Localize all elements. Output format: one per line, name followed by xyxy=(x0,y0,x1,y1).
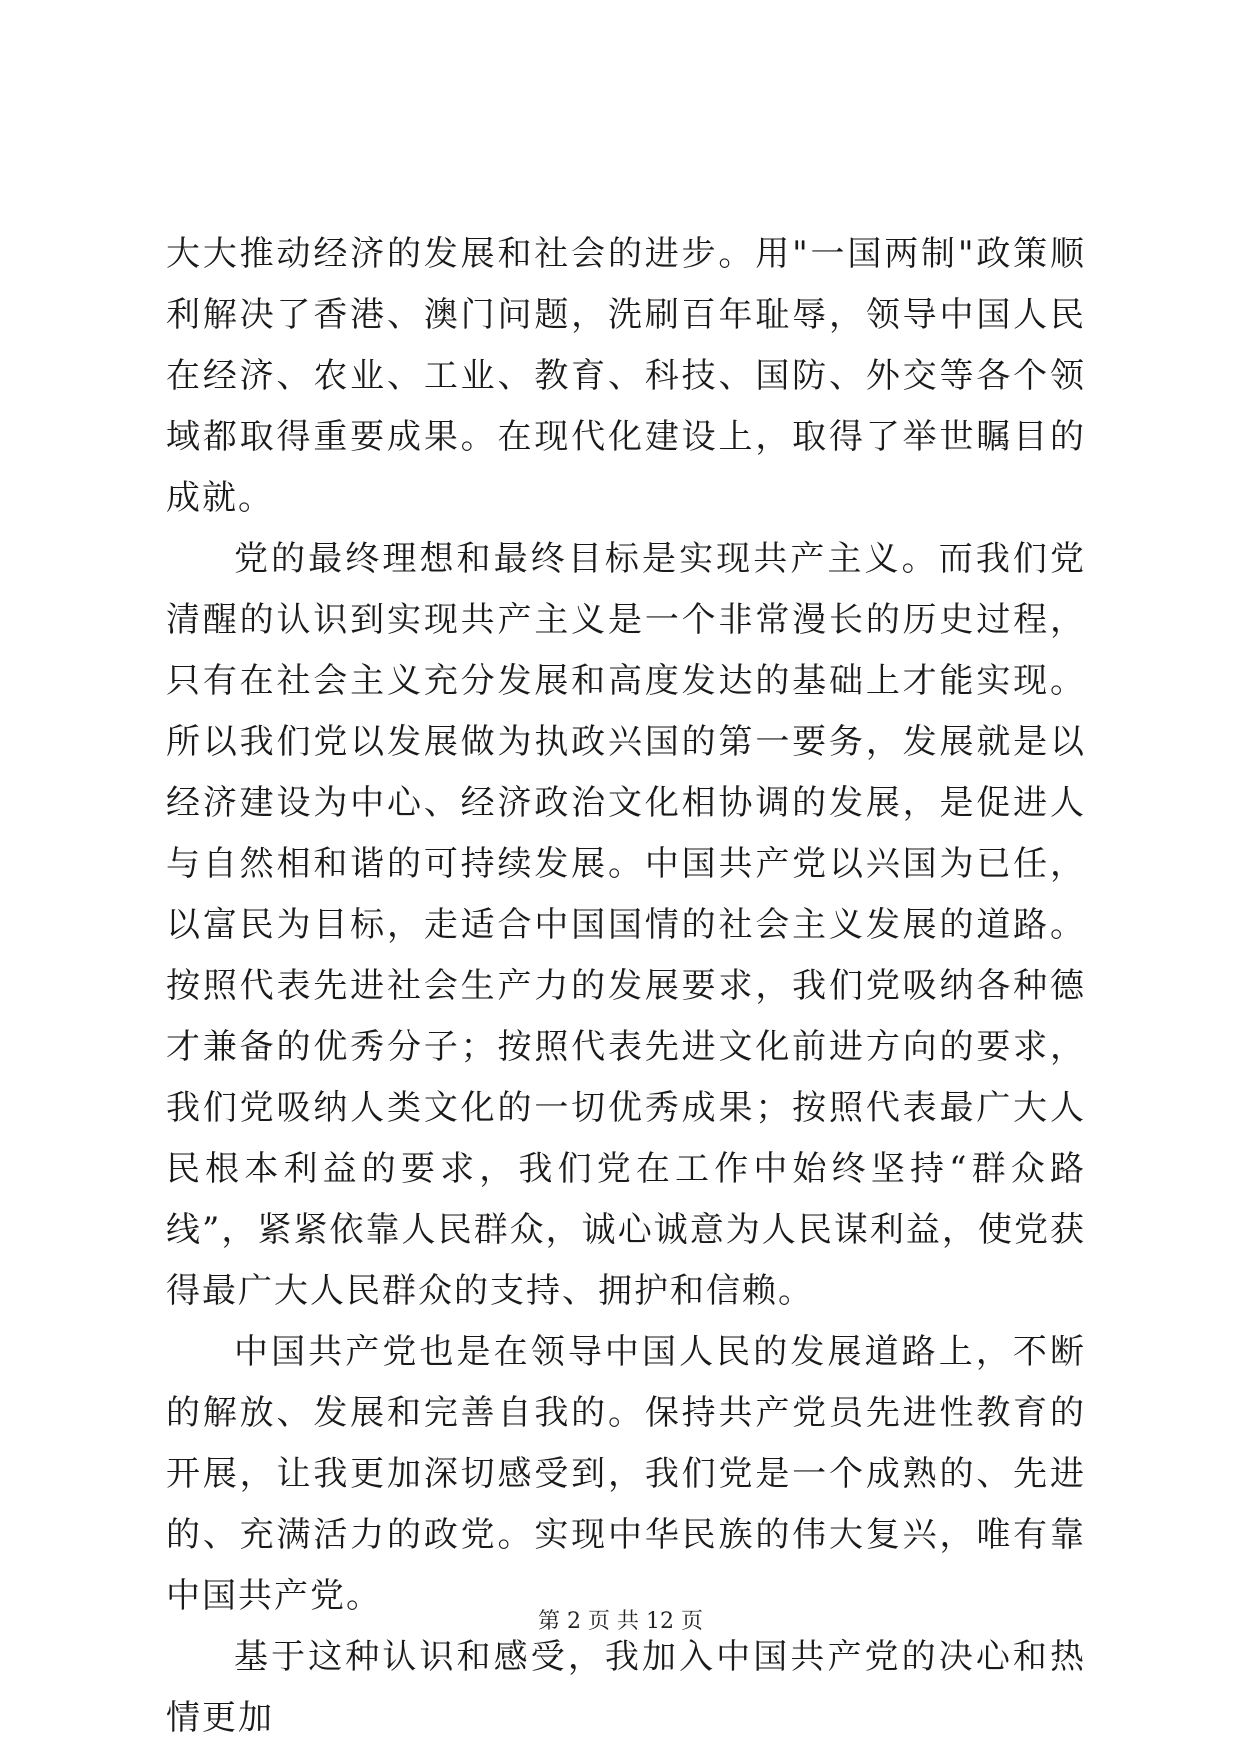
document-body xyxy=(166,224,1086,1749)
page-footer: 第 2 页 共 12 页 xyxy=(538,1609,703,1634)
paragraph-3: 中国共产党也是在领导中国人民的发展道路上，不断的解放、发展和完善自我的。保持共产党员先进性教育的开展，让我更加深切感受到，我们党是一个成熟的、先进的、充满活力的政党。实现中华民族的伟大复兴，唯有靠中国共产党。 xyxy=(166,1332,1086,1616)
paragraph-1: 大大推动经济的发展和社会的进步。用"一国两制"政策顺利解决了香港、澳门问题，洗刷百年耻辱，领导中国人民在经济、农业、工业、教育、科技、国防、外交等各个领域都取得重要成果。在现代化建设上，取得了举世瞩目的成就。 xyxy=(166,234,1086,518)
paragraph-2: 党的最终理想和最终目标是实现共产主义。而我们党清醒的认识到实现共产主义是一个非常漫长的历史过程，只有在社会主义充分发展和高度发达的基础上才能实现。所以我们党以发展做为执政兴国的第一要务，发展就是以经济建设为中心、经济政治文化相协调的发展，是促进人与自然相和谐的可持续发展。中国共产党以兴国为已任，以富民为目标，走适合中国国情的社会主义发展的道路。按照代表先进社会生产力的发展要求，我们党吸纳各种德才兼备的优秀分子；按照代表先进文化前进方向的要求，我们党吸纳人类文化的一切优秀成果；按照代表最广大人民根本利益的要求，我们党在工作中始终坚持“群众路线”，紧紧依靠人民群众，诚心诚意为人民谋利益，使党获得最广大人民群众的支持、拥护和信赖。 xyxy=(166,539,1086,1311)
paragraph-4: 基于这种认识和感受，我加入中国共产党的决心和热情更加 xyxy=(166,1637,1086,1738)
